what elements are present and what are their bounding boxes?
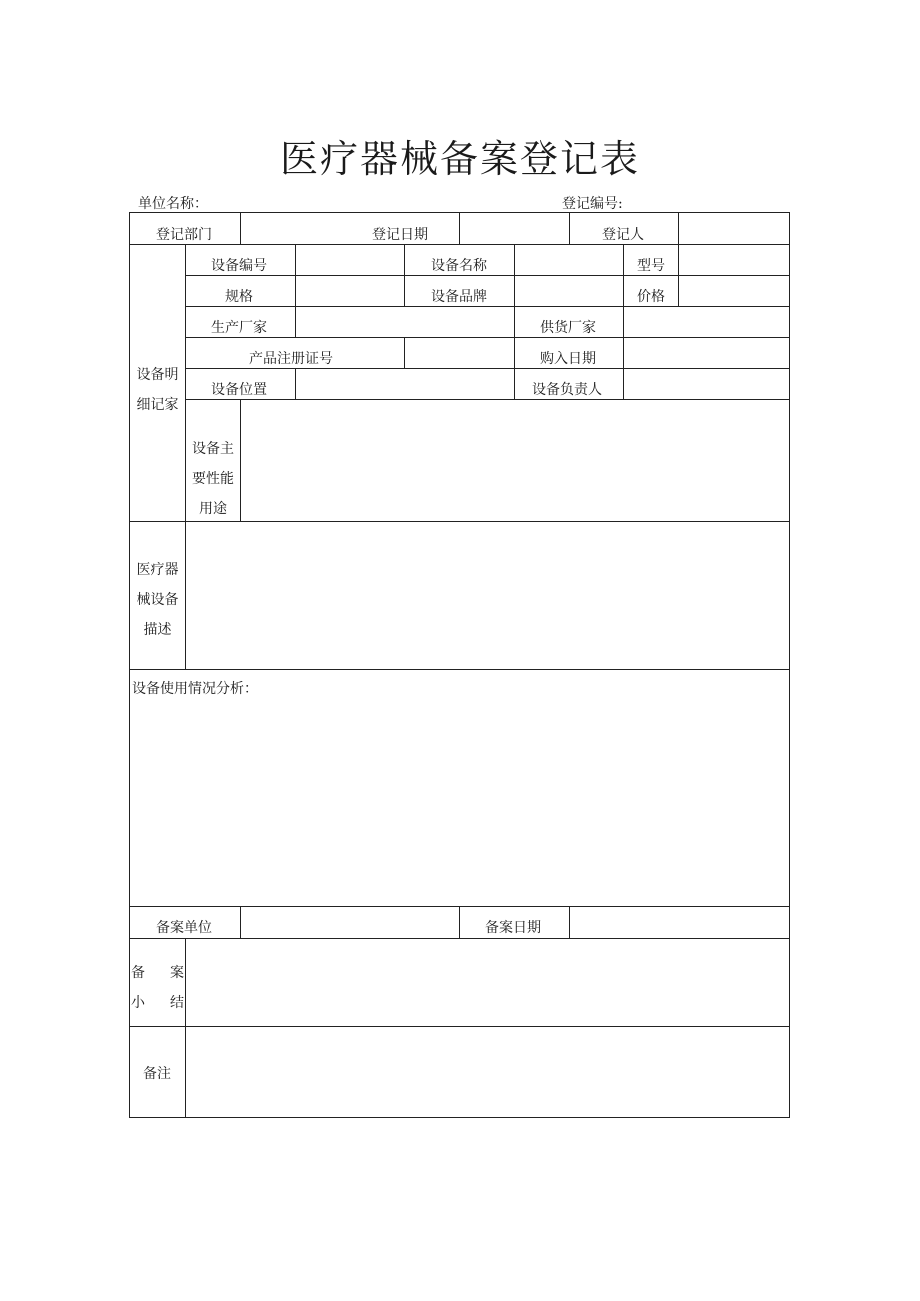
device-description-label: 医疗器械设备描述: [136, 562, 179, 638]
unit-name-label: 单位名称：: [138, 196, 208, 212]
column-divider: [240, 212, 241, 244]
column-divider: [404, 244, 405, 306]
row-divider: [129, 669, 790, 670]
model-label: 型号: [637, 258, 665, 274]
row-divider: [185, 368, 790, 369]
purchase-date-label: 购入日期: [540, 351, 596, 367]
equipment-location-label: 设备位置: [211, 382, 267, 398]
equipment-detail-section-label: 设备明细记家: [136, 367, 179, 413]
column-divider: [623, 306, 624, 337]
filing-unit-label: 备案单位: [156, 920, 212, 936]
column-divider: [514, 368, 515, 399]
main-function-label: 设备主要性能用途: [192, 441, 234, 517]
row-divider: [185, 275, 790, 276]
column-divider: [514, 306, 515, 337]
column-divider: [459, 212, 460, 244]
column-divider: [295, 306, 296, 337]
row-divider: [129, 938, 790, 939]
column-divider: [569, 906, 570, 938]
column-divider: [185, 938, 186, 1118]
supplier-label: 供货厂家: [540, 320, 596, 336]
column-divider: [295, 368, 296, 399]
column-divider: [678, 212, 679, 244]
specification-label: 规格: [225, 289, 253, 305]
product-registration-certificate-label: 产品注册证号: [249, 351, 333, 367]
column-divider: [623, 368, 624, 399]
row-divider: [185, 399, 790, 400]
column-divider: [404, 337, 405, 368]
remarks-label: 备注: [143, 1066, 171, 1082]
row-divider: [185, 337, 790, 338]
equipment-owner-label: 设备负责人: [532, 382, 602, 398]
price-label: 价格: [637, 289, 665, 305]
filing-date-label: 备案日期: [485, 920, 541, 936]
column-divider: [623, 244, 624, 306]
column-divider: [240, 906, 241, 938]
registration-form-table: [129, 212, 790, 1118]
column-divider: [185, 244, 186, 669]
equipment-code-label: 设备编号: [211, 258, 267, 274]
row-divider: [129, 1026, 790, 1027]
column-divider: [623, 337, 624, 368]
row-divider: [185, 306, 790, 307]
equipment-name-label: 设备名称: [431, 258, 487, 274]
page-title: 医疗器械备案登记表: [279, 137, 640, 181]
column-divider: [459, 906, 460, 938]
column-divider: [678, 244, 679, 306]
column-divider: [514, 337, 515, 368]
column-divider: [514, 244, 515, 306]
row-divider: [129, 244, 790, 245]
column-divider: [295, 244, 296, 306]
equipment-brand-label: 设备品牌: [431, 289, 487, 305]
usage-analysis-label: 设备使用情况分析：: [132, 681, 258, 697]
filing-summary-label: 备 案 小结: [131, 965, 184, 1011]
registration-number-label: 登记编号:: [562, 196, 623, 212]
column-divider: [569, 212, 570, 244]
registration-department-label: 登记部门: [156, 227, 212, 243]
registrant-label: 登记人: [602, 227, 644, 243]
column-divider: [240, 399, 241, 521]
manufacturer-label: 生产厂家: [211, 320, 267, 336]
registration-date-label: 登记日期: [372, 227, 428, 243]
